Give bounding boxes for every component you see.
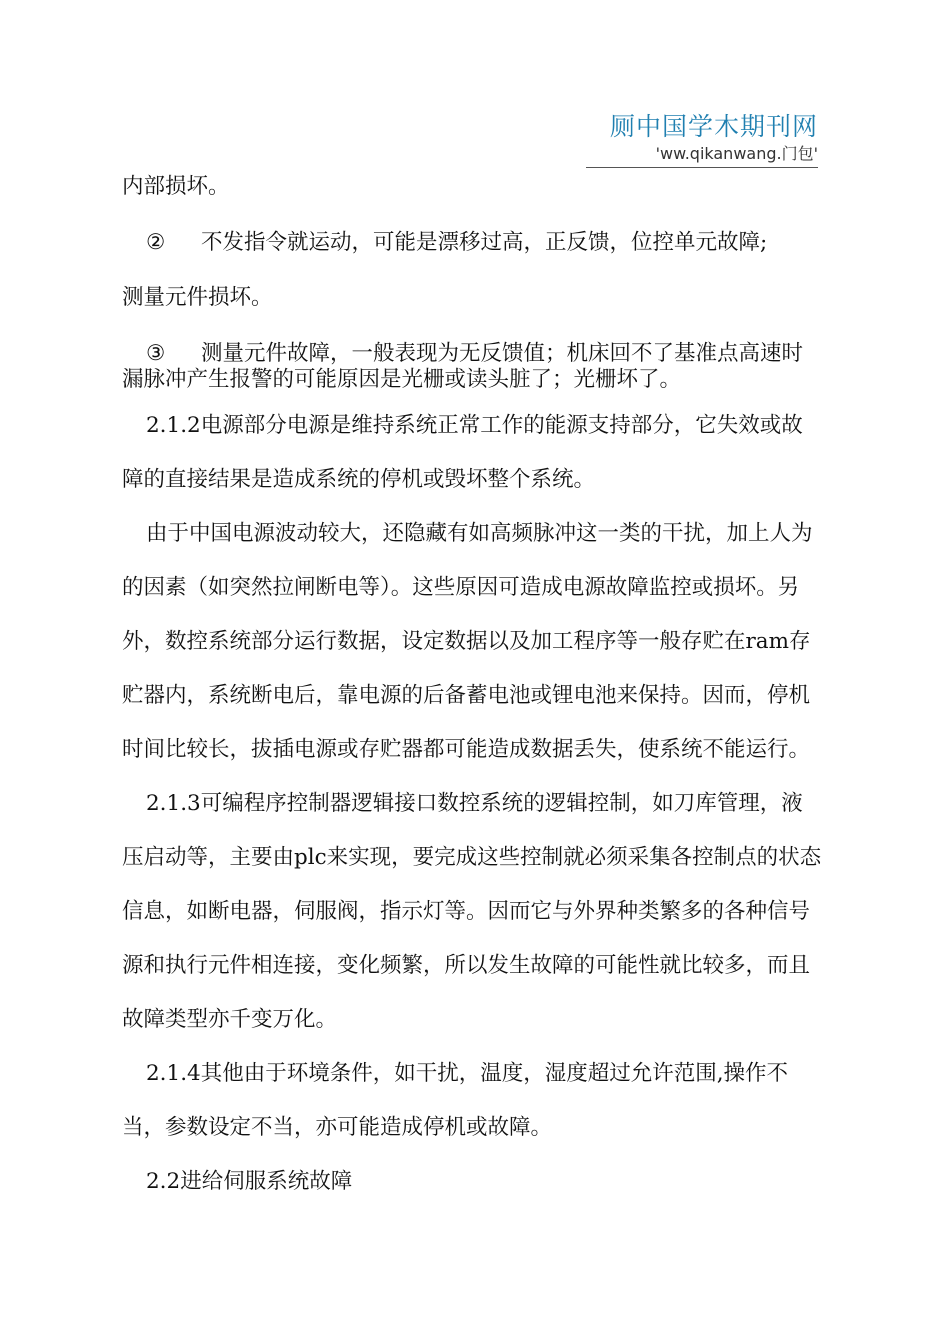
list-number: ③ xyxy=(146,341,166,366)
journal-logo xyxy=(586,112,818,168)
document-body xyxy=(122,174,822,1209)
list-number: ② xyxy=(146,230,166,255)
paragraph-3 xyxy=(122,285,822,311)
paragraph-6 xyxy=(122,507,822,777)
paragraph-text: 测量元件损坏。 xyxy=(122,285,273,310)
paragraph-text: 测量元件故障，一般表现为无反馈值；机床回不了基准点高速时漏脉冲产生报警的可能原因是光栅或读头脏了；光栅坏了。 xyxy=(122,341,804,392)
paragraph-text: 2.1.3可编程序控制器逻辑接口数控系统的逻辑控制，如刀库管理，液压启动等，主要由plc来实现，要完成这些控制就必须采集各控制点的状态信息，如断电器，伺服阀，指示灯等。因而它与外界种类繁多的各种信号源和执行元件相连接，变化频繁，所以发生故障的可能性就比较多，而且故障类型亦千变万化。 xyxy=(122,791,822,1032)
paragraph-1 xyxy=(122,174,822,200)
paragraph-7 xyxy=(122,777,822,1047)
paragraph-5 xyxy=(122,399,822,507)
paragraph-9 xyxy=(122,1155,822,1209)
paragraph-text: 不发指令就运动，可能是漂移过高，正反馈，位控单元故障; xyxy=(201,230,768,255)
paragraph-text: 2.1.4其他由于环境条件，如干扰，温度，湿度超过允许范围,操作不当，参数设定不当，亦可能造成停机或故障。 xyxy=(122,1061,789,1140)
logo-title: 厕中国学木期刊网 xyxy=(609,112,818,141)
paragraph-4 xyxy=(122,341,822,393)
paragraph-text: 2.1.2电源部分电源是维持系统正常工作的能源支持部分，它失效或故障的直接结果是造成系统的停机或毁坏整个系统。 xyxy=(122,413,803,492)
logo-url: 'ww.qikanwang.门包' xyxy=(586,142,818,168)
paragraph-2 xyxy=(122,230,822,256)
paragraph-text: 2.2进给伺服系统故障 xyxy=(146,1169,353,1194)
paragraph-text: 由于中国电源波动较大，还隐藏有如高频脉冲这一类的干扰，加上人为的因素（如突然拉闸断电等）。这些原因可造成电源故障监控或损坏。另外，数控系统部分运行数据，设定数据以及加工程序等一般存贮在ram存贮器内，系统断电后，靠电源的后备蓄电池或锂电池来保持。因而，停机时间比较长，拔插电源或存贮器都可能造成数据丢失，使系统不能运行。 xyxy=(122,521,813,762)
paragraph-8 xyxy=(122,1047,822,1155)
paragraph-text: 内部损坏。 xyxy=(122,174,230,199)
